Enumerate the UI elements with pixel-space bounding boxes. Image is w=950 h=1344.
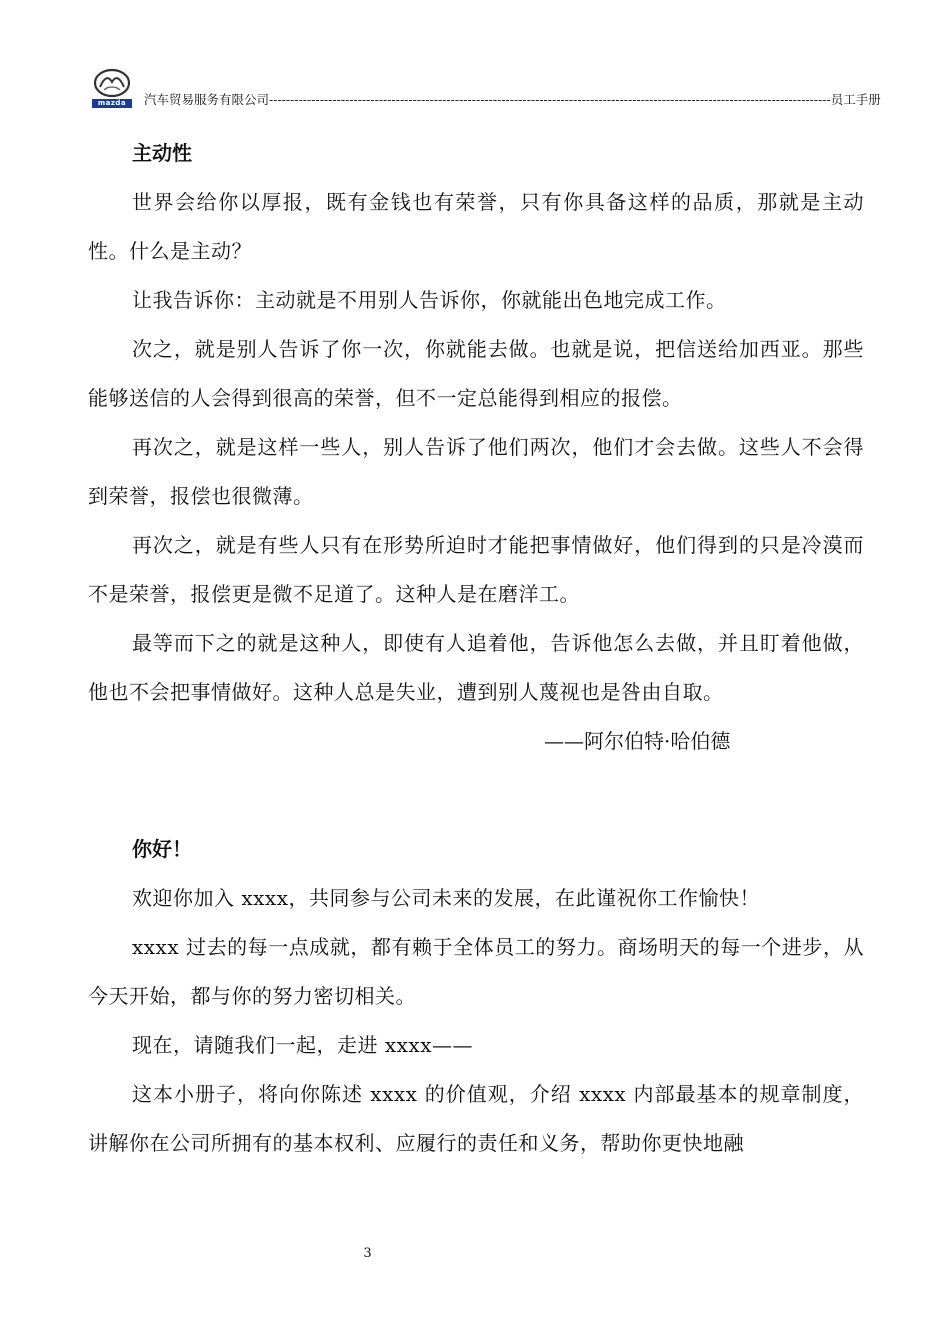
paragraph: 世界会给你以厚报，既有金钱也有荣誉，只有你具备这样的品质，那就是主动性。什么是主动？ — [88, 190, 864, 263]
header-company-name: 汽车贸易服务有限公司 — [144, 92, 270, 107]
paragraph: 这本小册子，将向你陈述 xxxx 的价值观，介绍 xxxx 内部最基本的规章制度，讲解你在公司所拥有的基本权利、应履行的责任和义务，帮助你更快地融 — [88, 1082, 864, 1155]
paragraph: 欢迎你加入 xxxx，共同参与公司未来的发展，在此谨祝你工作愉快！ — [132, 886, 760, 910]
mazda-logo-emblem — [92, 68, 134, 100]
section-spacer — [88, 766, 864, 824]
header-dash-separator: ------------------------------------------------------------------------------------------------------------------------------------- — [269, 92, 831, 107]
page-number: 3 — [363, 1246, 372, 1261]
section-title-greeting: 你好！ — [132, 837, 192, 861]
paragraph: 再次之，就是这样一些人，别人告诉了他们两次，他们才会去做。这些人不会得到荣誉，报偿也很微薄。 — [88, 435, 864, 508]
header-text-line — [144, 92, 881, 108]
quote-attribution: ——阿尔伯特·哈伯德 — [544, 729, 731, 753]
mazda-logo-icon — [92, 68, 134, 110]
paragraph: 现在，请随我们一起，走进 xxxx—— — [132, 1033, 473, 1057]
paragraph: 让我告诉你：主动就是不用别人告诉你，你就能出色地完成工作。 — [132, 288, 727, 312]
header-manual-title: 员工手册 — [830, 92, 881, 107]
mazda-wordmark: mazda — [92, 99, 132, 108]
paragraph: 最等而下之的就是这种人，即使有人追着他，告诉他怎么去做，并且盯着他做，他也不会把事情做好。这种人总是失业，遭到别人蔑视也是咎由自取。 — [88, 631, 864, 704]
page-header — [92, 68, 881, 112]
section-title-initiative: 主动性 — [132, 141, 192, 165]
paragraph: 次之，就是别人告诉了你一次，你就能去做。也就是说，把信送给加西亚。那些能够送信的人会得到很高的荣誉，但不一定总能得到相应的报偿。 — [88, 337, 864, 410]
paragraph: xxxx 过去的每一点成就，都有赖于全体员工的努力。商场明天的每一个进步，从今天开始，都与你的努力密切相关。 — [88, 935, 864, 1008]
page-content — [88, 128, 864, 1168]
paragraph: 再次之，就是有些人只有在形势所迫时才能把事情做好，他们得到的只是冷漠而不是荣誉，报偿更是微不足道了。这种人是在磨洋工。 — [88, 533, 864, 606]
